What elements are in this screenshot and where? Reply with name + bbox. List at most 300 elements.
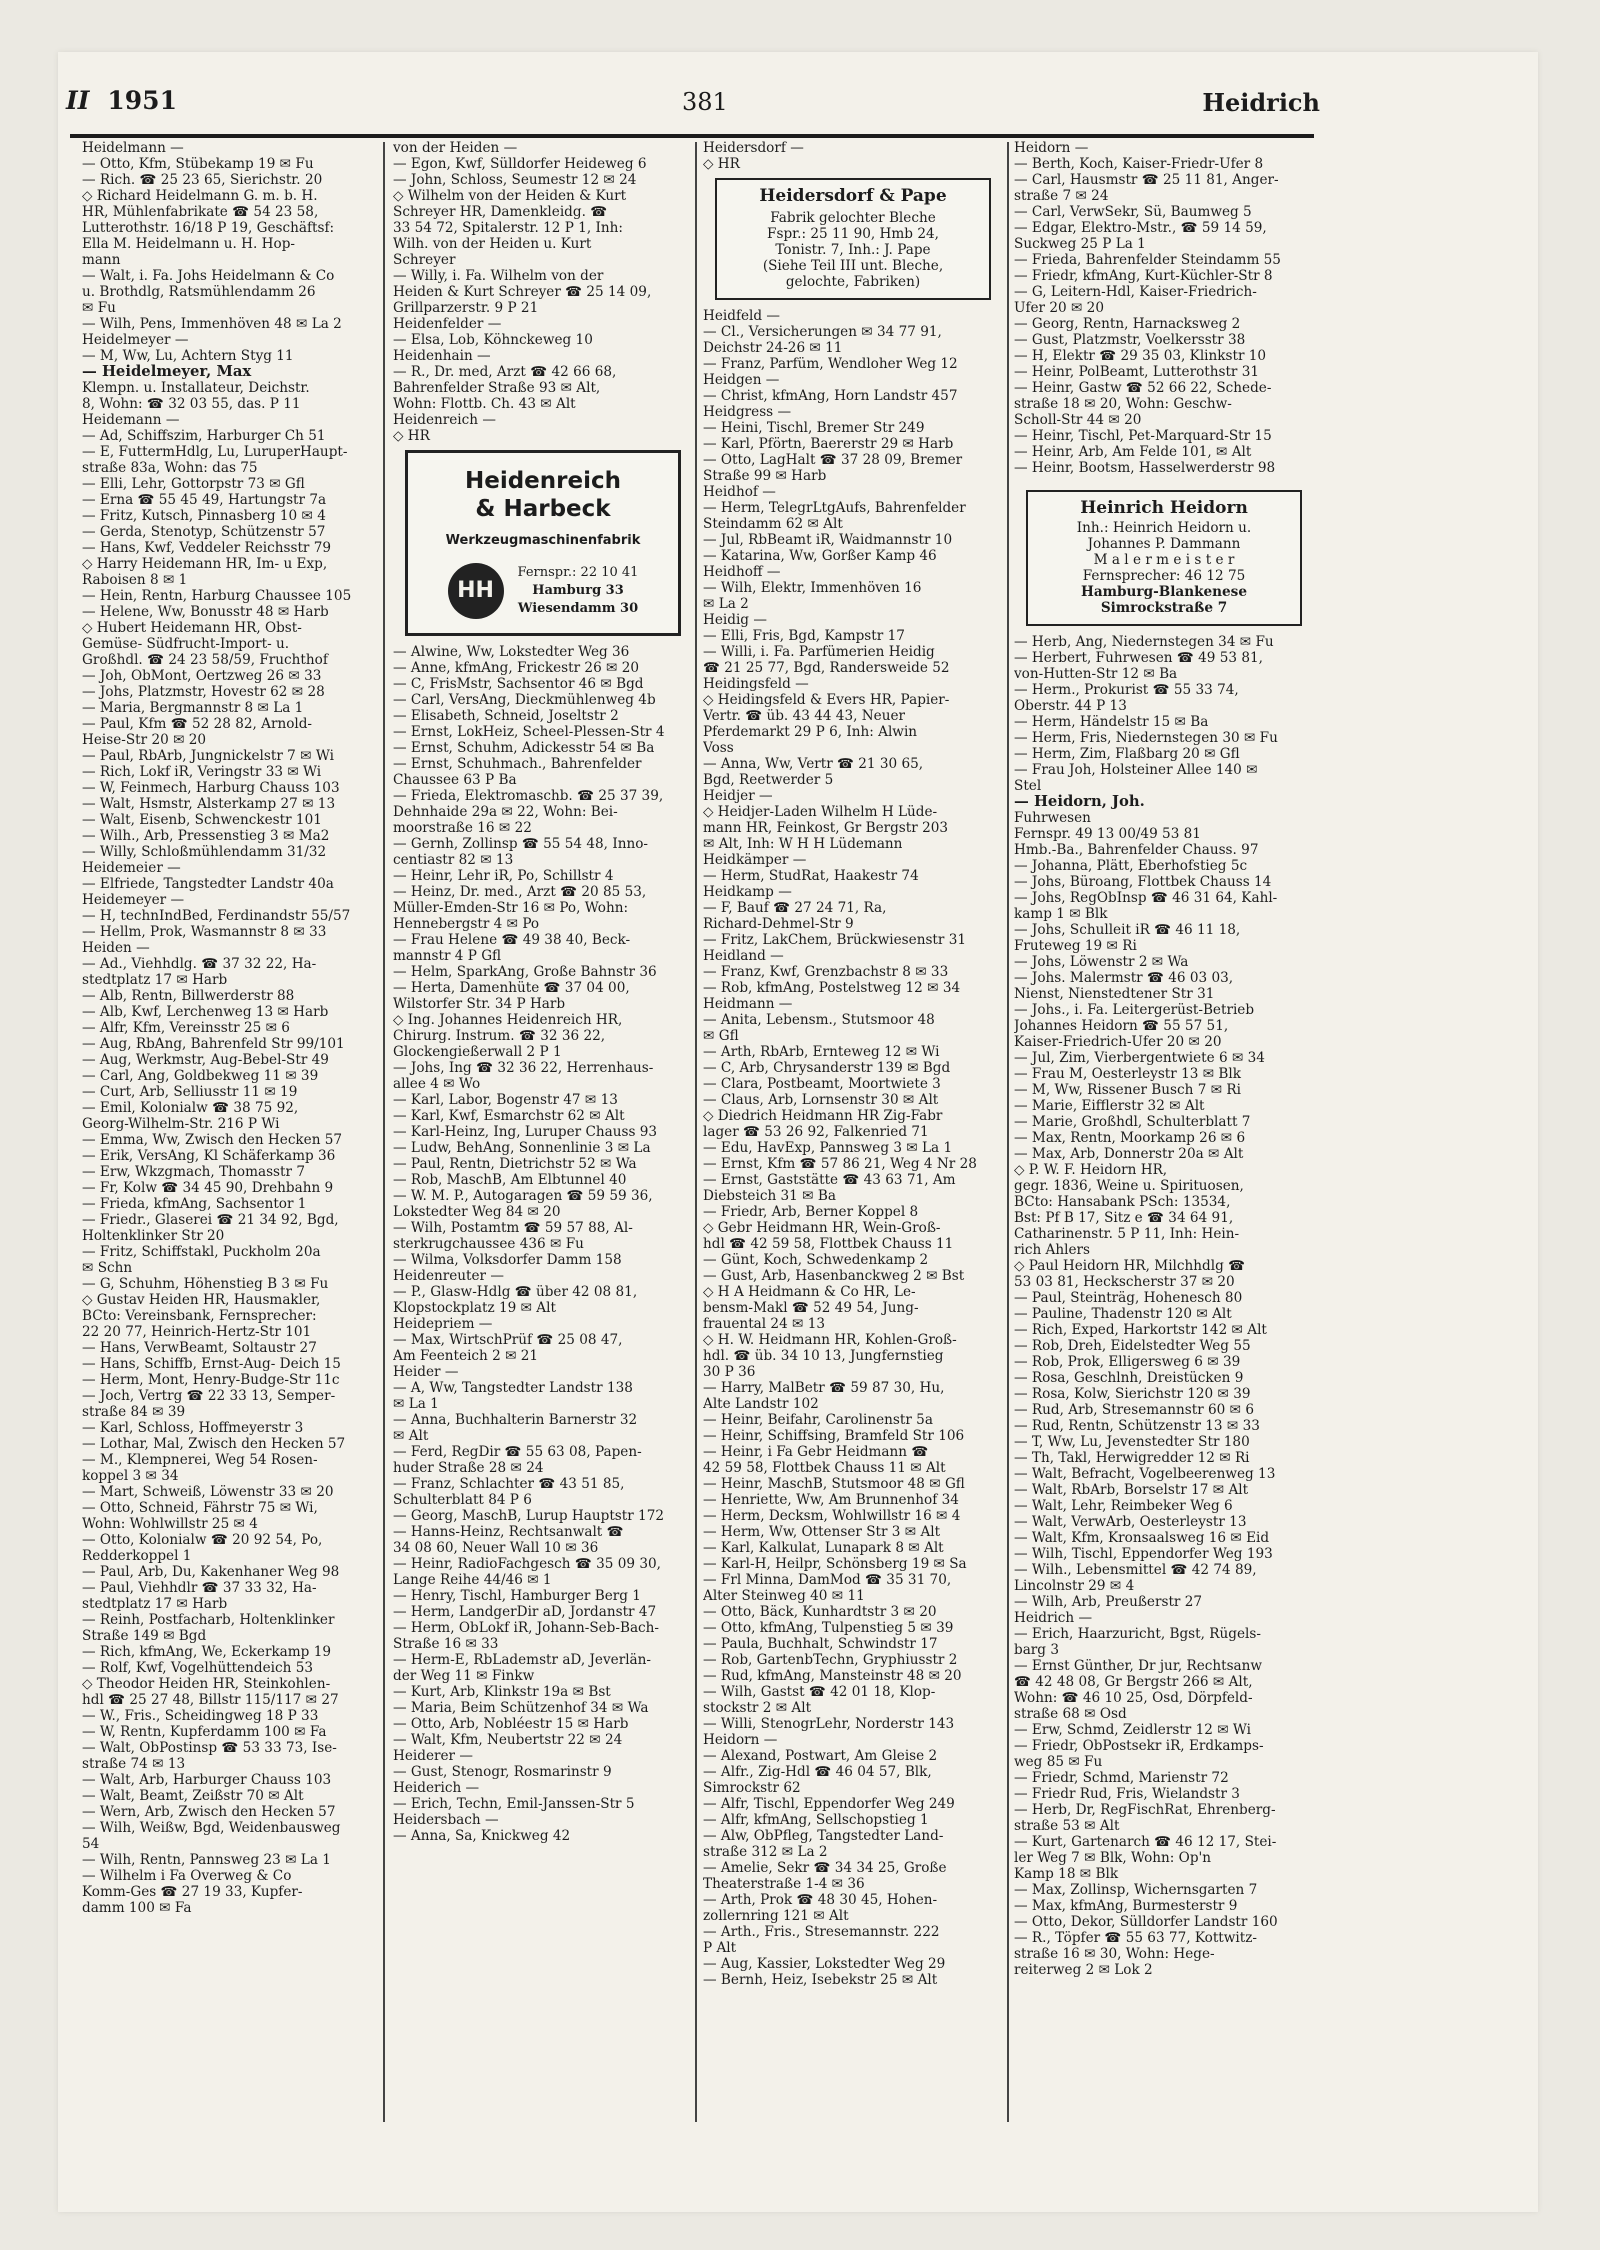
directory-line: gegr. 1836, Weine u. Spirituosen, [1014, 1178, 1244, 1194]
directory-line: — Alb, Rentn, Billwerderstr 88 [82, 988, 295, 1004]
directory-line: — Ernst, LokHeiz, Scheel-Plessen-Str 4 [393, 724, 665, 740]
directory-line: — Ernst, Kfm ☎ 57 86 21, Weg 4 Nr 28 [703, 1156, 977, 1172]
directory-line: — C, Arb, Chrysanderstr 139 ✉ Bgd [703, 1060, 951, 1076]
directory-line: straße 84 ✉ 39 [82, 1404, 186, 1420]
directory-line: 8, Wohn: ☎ 32 03 55, das. P 11 [82, 396, 301, 412]
directory-line: — Friedr, Arb, Berner Koppel 8 [703, 1204, 919, 1220]
directory-line: — Max, Rentn, Moorkamp 26 ✉ 6 [1014, 1130, 1246, 1146]
directory-line: — Fritz, Kutsch, Pinnasberg 10 ✉ 4 [82, 508, 326, 524]
directory-line: ◇ HR [393, 428, 430, 444]
directory-line: — Paul, RbArb, Jungnickelstr 7 ✉ Wi [82, 748, 334, 764]
directory-line: — Cl., Versicherungen ✉ 34 77 91, [703, 324, 942, 340]
directory-line: 54 [82, 1836, 100, 1852]
directory-line: — Katarina, Ww, Gorßer Kamp 46 [703, 548, 937, 564]
directory-line: Bahrenfelder Straße 93 ✉ Alt, [393, 380, 601, 396]
directory-line: — Max, kfmAng, Burmesterstr 9 [1014, 1898, 1238, 1914]
directory-line: — Reinh, Postfacharb, Holtenklinker [82, 1612, 335, 1628]
advert-line: Simrockstraße 7 [1100, 600, 1228, 616]
directory-line: straße 68 ✉ Osd [1014, 1706, 1127, 1722]
directory-line: — Kurt, Gartenarch ☎ 46 12 17, Stei- [1014, 1834, 1277, 1850]
directory-line: — Heinr, PolBeamt, Lutterothstr 31 [1014, 364, 1260, 380]
directory-line: — Heinr, Bootsm, Hasselwerderstr 98 [1014, 460, 1276, 476]
directory-line: ler Weg 7 ✉ Blk, Wohn: Op'n [1014, 1850, 1212, 1866]
directory-line: — Henriette, Ww, Am Brunnenhof 34 [703, 1492, 959, 1508]
directory-line: — Aug, Kassier, Lokstedter Weg 29 [703, 1956, 946, 1972]
directory-line: — Wilh., Lebensmittel ☎ 42 74 89, [1014, 1562, 1257, 1578]
directory-line: Kamp 18 ✉ Blk [1014, 1866, 1119, 1882]
directory-line: Wilstorfer Str. 34 P Harb [393, 996, 566, 1012]
directory-line: bensm-Makl ☎ 52 49 54, Jung- [703, 1300, 919, 1316]
directory-line: — Emil, Kolonialw ☎ 38 75 92, [82, 1100, 299, 1116]
directory-line: Schreyer HR, Damenkleidg. ☎ [393, 204, 608, 220]
directory-line: — Rolf, Kwf, Vogelhüttendeich 53 [82, 1660, 314, 1676]
directory-line: — Joch, Vertrg ☎ 22 33 13, Semper- [82, 1388, 336, 1404]
directory-line: Großhdl. ☎ 24 23 58/59, Fruchthof [82, 652, 328, 668]
directory-line: — Lothar, Mal, Zwisch den Hecken 57 [82, 1436, 346, 1452]
directory-line: — Ernst, Gaststätte ☎ 43 63 71, Am [703, 1172, 956, 1188]
directory-line: — Frieda, kfmAng, Sachsentor 1 [82, 1196, 307, 1212]
directory-line: 53 03 81, Heckscherstr 37 ✉ 20 [1014, 1274, 1235, 1290]
directory-line: — Aug, Werkmstr, Aug-Bebel-Str 49 [82, 1052, 329, 1068]
directory-line: — Marie, Großhdl, Schulterblatt 7 [1014, 1114, 1251, 1130]
directory-line: Heidrich — [1014, 1610, 1093, 1626]
directory-line: — Friedr Rud, Fris, Wielandstr 3 [1014, 1786, 1240, 1802]
directory-line: — E, FuttermHdlg, Lu, LuruperHaupt- [82, 444, 348, 460]
directory-line: ◇ Wilhelm von der Heiden & Kurt [393, 188, 627, 204]
directory-line: — Walt, ObPostinsp ☎ 53 33 73, Ise- [82, 1740, 337, 1756]
directory-line: — Th, Takl, Herwigredder 12 ✉ Ri [1014, 1450, 1250, 1466]
company-logo-icon: HH [448, 563, 504, 619]
directory-line: — Otto, Bäck, Kunhardtstr 3 ✉ 20 [703, 1604, 937, 1620]
directory-line: — Pauline, Thadenstr 120 ✉ Alt [1014, 1306, 1232, 1322]
directory-line: — Alwine, Ww, Lokstedter Weg 36 [393, 644, 630, 660]
directory-line: — Elli, Lehr, Gottorpstr 73 ✉ Gfl [82, 476, 305, 492]
directory-line: — Wilh, Weißw, Bgd, Weidenbausweg [82, 1820, 341, 1836]
advert-line: M a l e r m e i s t e r [1093, 552, 1235, 568]
directory-line: — Herm-E, RbLademstr aD, Jeverlän- [393, 1652, 652, 1668]
directory-line: — Walt, VerwArb, Oesterleystr 13 [1014, 1514, 1247, 1530]
directory-line: — Wern, Arb, Zwisch den Hecken 57 [82, 1804, 336, 1820]
directory-line: — T, Ww, Lu, Jevenstedter Str 180 [1014, 1434, 1250, 1450]
directory-line: — Hellm, Prok, Wasmannstr 8 ✉ 33 [82, 924, 327, 940]
directory-line: Lutterothstr. 16/18 P 19, Geschäftsf: [82, 220, 335, 236]
directory-line: — Walt, RbArb, Borselstr 17 ✉ Alt [1014, 1482, 1249, 1498]
directory-line: Heise-Str 20 ✉ 20 [82, 732, 207, 748]
directory-line: — Ludw, BehAng, Sonnenlinie 3 ✉ La [393, 1140, 651, 1156]
directory-line: — R., Dr. med, Arzt ☎ 42 66 68, [393, 364, 617, 380]
advert-subtitle: Werkzeugmaschinenfabrik [445, 533, 641, 548]
directory-line: hdl ☎ 25 27 48, Billstr 115/117 ✉ 27 [82, 1692, 339, 1708]
directory-line: Heidenreuter — [393, 1268, 504, 1284]
directory-line: — Ernst, Schuhm, Adickesstr 54 ✉ Ba [393, 740, 655, 756]
advert-city: Hamburg 33 [532, 583, 624, 598]
entry-list [82, 140, 372, 1916]
directory-line: — Franz, Schlachter ☎ 43 51 85, [393, 1476, 625, 1492]
directory-line: — Wilma, Volksdorfer Damm 158 [393, 1252, 622, 1268]
directory-line: — Erich, Haarzuricht, Bgst, Rügels- [1014, 1626, 1261, 1642]
directory-line: ◇ HR [703, 156, 740, 172]
directory-line: — Paula, Buchhalt, Schwindstr 17 [703, 1636, 938, 1652]
entry-list [703, 308, 993, 1988]
directory-line: Fuhrwesen [1014, 810, 1091, 826]
directory-line: Richard-Dehmel-Str 9 [703, 916, 854, 932]
directory-line: Komm-Ges ☎ 27 19 33, Kupfer- [82, 1884, 303, 1900]
directory-line: — Herm, ObLokf iR, Johann-Seb-Bach- [393, 1620, 660, 1636]
directory-line: Lange Reihe 44/46 ✉ 1 [393, 1572, 552, 1588]
directory-line: — Kurt, Arb, Klinkstr 19a ✉ Bst [393, 1684, 611, 1700]
directory-line: — Rosa, Geschlnh, Dreistücken 9 [1014, 1370, 1244, 1386]
directory-line: Wohn: Flottb. Ch. 43 ✉ Alt [393, 396, 576, 412]
directory-line: Raboisen 8 ✉ 1 [82, 572, 188, 588]
directory-line: ◇ Richard Heidelmann G. m. b. H. [82, 188, 318, 204]
directory-line: — Wilh, Arb, Preußerstr 27 [1014, 1594, 1203, 1610]
directory-line: kamp 1 ✉ Blk [1014, 906, 1108, 922]
directory-line: — Otto, LagHalt ☎ 37 28 09, Bremer [703, 452, 963, 468]
directory-line: ◇ Gebr Heidmann HR, Wein-Groß- [703, 1220, 941, 1236]
directory-line: Alte Landstr 102 [703, 1396, 819, 1412]
directory-line: 22 20 77, Heinrich-Hertz-Str 101 [82, 1324, 312, 1340]
directory-line: — Rich, Exped, Harkortstr 142 ✉ Alt [1014, 1322, 1267, 1338]
directory-line: — Karl-Heinz, Ing, Luruper Chauss 93 [393, 1124, 658, 1140]
directory-line: — Walt, Arb, Harburger Chauss 103 [82, 1772, 332, 1788]
directory-line: — Heini, Tischl, Bremer Str 249 [703, 420, 925, 436]
directory-line: — Alfr., Zig-Hdl ☎ 46 04 57, Blk, [703, 1764, 932, 1780]
directory-line: — John, Schloss, Seumestr 12 ✉ 24 [393, 172, 637, 188]
directory-line: — Frl Minna, DamMod ☎ 35 31 70, [703, 1572, 952, 1588]
directory-line: Pferdemarkt 29 P 6, Inh: Alwin [703, 724, 918, 740]
directory-line: — Egon, Kwf, Sülldorfer Heideweg 6 [393, 156, 647, 172]
directory-line: ◇ Diedrich Heidmann HR Zig-Fabr [703, 1108, 943, 1124]
directory-line: — Jul, RbBeamt iR, Waidmannstr 10 [703, 532, 953, 548]
entry-list [1014, 140, 1304, 476]
directory-line: Heidersdorf — [703, 140, 804, 156]
directory-line: — W, Feinmech, Harburg Chauss 103 [82, 780, 340, 796]
directory-line: — Wilh., Arb, Pressenstieg 3 ✉ Ma2 [82, 828, 330, 844]
directory-line: Heidenreich — [393, 412, 496, 428]
directory-line: ◇ Ing. Johannes Heidenreich HR, [393, 1012, 623, 1028]
advert-phone: Fernspr.: 22 10 41 [517, 565, 639, 580]
directory-line: — Frieda, Bahrenfelder Steindamm 55 [1014, 252, 1281, 268]
directory-line: Suckweg 25 P La 1 [1014, 236, 1146, 252]
directory-line: 42 59 58, Flottbek Chauss 11 ✉ Alt [703, 1460, 946, 1476]
page-number: 381 [682, 88, 728, 116]
directory-line: — Paul, Arb, Du, Kakenhaner Weg 98 [82, 1564, 340, 1580]
directory-line: Wilh. von der Heiden u. Kurt [393, 236, 592, 252]
directory-line: Am Feenteich 2 ✉ 21 [393, 1348, 539, 1364]
directory-line: reiterweg 2 ✉ Lok 2 [1014, 1962, 1153, 1978]
advert-line: (Siehe Teil III unt. Bleche, [762, 258, 944, 274]
directory-line: Bgd, Reetwerder 5 [703, 772, 834, 788]
advert-heidenreich-harbeck [405, 450, 681, 636]
directory-line: — Wilh, Postamtm ☎ 59 57 88, Al- [393, 1220, 633, 1236]
directory-line: — C, FrisMstr, Sachsentor 46 ✉ Bgd [393, 676, 644, 692]
directory-line: — Rob, MaschB, Am Elbtunnel 40 [393, 1172, 627, 1188]
directory-line: — Jul, Zim, Vierbergentwiete 6 ✉ 34 [1014, 1050, 1265, 1066]
directory-line: — Wilh, Pens, Immenhöven 48 ✉ La 2 [82, 316, 342, 332]
directory-line: — Anne, kfmAng, Frickestr 26 ✉ 20 [393, 660, 640, 676]
directory-line: Heidfeld — [703, 308, 780, 324]
directory-line: hdl. ☎ üb. 34 10 13, Jungfernstieg [703, 1348, 944, 1364]
directory-line: Kaiser-Friedrich-Ufer 20 ✉ 20 [1014, 1034, 1222, 1050]
directory-line: — Max, Arb, Donnerstr 20a ✉ Alt [1014, 1146, 1244, 1162]
year: 1951 [107, 86, 177, 115]
directory-line: ◇ Gustav Heiden HR, Hausmakler, [82, 1292, 321, 1308]
directory-line: Holtenklinker Str 20 [82, 1228, 225, 1244]
directory-line: — Erich, Techn, Emil-Janssen-Str 5 [393, 1796, 635, 1812]
entry-list [393, 140, 683, 444]
directory-line: mann [82, 252, 121, 268]
directory-line: Hmb.-Ba., Bahrenfelder Chauss. 97 [1014, 842, 1259, 858]
directory-line: Heiderer — [393, 1748, 473, 1764]
directory-line: ☎ 42 48 08, Gr Bergstr 266 ✉ Alt, [1014, 1674, 1253, 1690]
directory-line: Diebsteich 31 ✉ Ba [703, 1188, 836, 1204]
directory-line: — Friedr, ObPostsekr iR, Erdkamps- [1014, 1738, 1264, 1754]
directory-line: — Rich, Lokf iR, Veringstr 33 ✉ Wi [82, 764, 322, 780]
directory-line: Chirurg. Instrum. ☎ 32 36 22, [393, 1028, 606, 1044]
directory-line: — Alfr, Kfm, Vereinsstr 25 ✉ 6 [82, 1020, 290, 1036]
advert-title: Heinrich Heidorn [1080, 498, 1248, 518]
directory-line: ✉ Gfl [703, 1028, 739, 1044]
directory-line: Heidmann — [703, 996, 793, 1012]
directory-line: — Günt, Koch, Schwedenkamp 2 [703, 1252, 929, 1268]
directory-line: — W. M. P., Autogaragen ☎ 59 59 36, [393, 1188, 653, 1204]
directory-line: ◇ Heidingsfeld & Evers HR, Papier- [703, 692, 950, 708]
directory-line: ◇ H. W. Heidmann HR, Kohlen-Groß- [703, 1332, 957, 1348]
directory-line: — Herm, Ww, Ottenser Str 3 ✉ Alt [703, 1524, 941, 1540]
directory-line: — Gust, Platzmstr, Voelkersstr 38 [1014, 332, 1246, 348]
directory-line: — Anna, Buchhalterin Barnerstr 32 [393, 1412, 638, 1428]
directory-line: — Herm, Mont, Henry-Budge-Str 11c [82, 1372, 340, 1388]
directory-line: — Anna, Ww, Vertr ☎ 21 30 65, [703, 756, 924, 772]
directory-line: — Harry, MalBetr ☎ 59 87 30, Hu, [703, 1380, 945, 1396]
directory-line: — Herm, LandgerDir aD, Jordanstr 47 [393, 1604, 657, 1620]
directory-line: Heiderich — [393, 1780, 480, 1796]
directory-line: — Johs, Büroang, Flottbek Chauss 14 [1014, 874, 1272, 890]
directory-line: — Hans, VerwBeamt, Soltaustr 27 [82, 1340, 317, 1356]
directory-line: — Johanna, Plätt, Eberhofstieg 5c [1014, 858, 1248, 874]
directory-line: — Marie, Eifflerstr 32 ✉ Alt [1014, 1098, 1205, 1114]
directory-line: — Heinr, i Fa Gebr Heidmann ☎ [703, 1444, 929, 1460]
advert-line: Tonistr. 7, Inh.: J. Pape [775, 242, 931, 258]
directory-line: Alter Steinweg 40 ✉ 11 [703, 1588, 865, 1604]
directory-line: — M, Ww, Rissener Busch 7 ✉ Ri [1014, 1082, 1241, 1098]
directory-line: stockstr 2 ✉ Alt [703, 1700, 812, 1716]
directory-line: — Friedr, Schmd, Marienstr 72 [1014, 1770, 1229, 1786]
directory-line: lager ☎ 53 26 92, Falkenried 71 [703, 1124, 929, 1140]
directory-line: — Rich. ☎ 25 23 65, Sierichstr. 20 [82, 172, 323, 188]
directory-line: Heidkamp — [703, 884, 792, 900]
directory-line: Heidgress — [703, 404, 792, 420]
directory-line: — Hein, Rentn, Harburg Chaussee 105 [82, 588, 352, 604]
directory-line: — G, Schuhm, Höhenstieg B 3 ✉ Fu [82, 1276, 329, 1292]
directory-line: rich Ahlers [1014, 1242, 1090, 1258]
directory-line: — Willi, i. Fa. Parfümerien Heidig [703, 644, 935, 660]
directory-line: — Rob, kfmAng, Postelstweg 12 ✉ 34 [703, 980, 961, 996]
directory-line: Bst: Pf B 17, Sitz e ☎ 34 64 91, [1014, 1210, 1234, 1226]
directory-line: Simrockstr 62 [703, 1780, 801, 1796]
directory-line: — Arth., Fris., Stresemannstr. 222 [703, 1924, 940, 1940]
directory-line: — Walt, Hsmstr, Alsterkamp 27 ✉ 13 [82, 796, 336, 812]
directory-line: — Carl, Hausmstr ☎ 25 11 81, Anger- [1014, 172, 1279, 188]
directory-line: — Arth, RbArb, Ernteweg 12 ✉ Wi [703, 1044, 940, 1060]
directory-line: — Heinr, RadioFachgesch ☎ 35 09 30, [393, 1556, 661, 1572]
directory-line: — Herm, TelegrLtgAufs, Bahrenfelder [703, 500, 966, 516]
directory-line: HR, Mühlenfabrikate ☎ 54 23 58, [82, 204, 319, 220]
page-header [66, 78, 1320, 128]
directory-line: Heidgen — [703, 372, 780, 388]
directory-line: — Fritz, LakChem, Brückwiesenstr 31 [703, 932, 967, 948]
directory-line: — Heidelmeyer, Max [82, 363, 252, 380]
directory-line: ◇ Hubert Heidemann HR, Obst- [82, 620, 302, 636]
directory-line: — Wilh, Tischl, Eppendorfer Weg 193 [1014, 1546, 1273, 1562]
directory-line: Grillparzerstr. 9 P 21 [393, 300, 539, 316]
directory-line: straße 83a, Wohn: das 75 [82, 460, 258, 476]
directory-line: — Paul, Rentn, Dietrichstr 52 ✉ Wa [393, 1156, 637, 1172]
advert-title: Heidersdorf & Pape [759, 186, 947, 206]
directory-line: Steindamm 62 ✉ Alt [703, 516, 843, 532]
directory-line: frauental 24 ✉ 13 [703, 1316, 826, 1332]
directory-line: — Herm, Händelstr 15 ✉ Ba [1014, 714, 1209, 730]
directory-line: ◇ Paul Heidorn HR, Milchhdlg ☎ [1014, 1258, 1246, 1274]
directory-line: stedtplatz 17 ✉ Harb [82, 1596, 228, 1612]
directory-line: — Walt, Befracht, Vogelbeerenweg 13 [1014, 1466, 1276, 1482]
directory-line: stedtplatz 17 ✉ Harb [82, 972, 228, 988]
directory-line: Wohn: Wohlwillstr 25 ✉ 4 [82, 1516, 258, 1532]
advert-line: Fspr.: 25 11 90, Hmb 24, [767, 226, 939, 242]
directory-line: von der Heiden — [393, 140, 518, 156]
directory-line: ◇ H A Heidmann & Co HR, Le- [703, 1284, 916, 1300]
directory-line: — Herm, StudRat, Haakestr 74 [703, 868, 919, 884]
directory-line: Heidland — [703, 948, 784, 964]
directory-line: — Elli, Fris, Bgd, Kampstr 17 [703, 628, 905, 644]
directory-line: Heidersbach — [393, 1812, 499, 1828]
directory-line: — Walt, Kfm, Kronsaalsweg 16 ✉ Eid [1014, 1530, 1270, 1546]
directory-line: — M, Ww, Lu, Achtern Styg 11 [82, 348, 294, 364]
directory-line: ✉ Alt [393, 1428, 429, 1444]
directory-line: Heidelmeyer — [82, 332, 189, 348]
directory-line: — Fr, Kolw ☎ 34 45 90, Drehbahn 9 [82, 1180, 334, 1196]
directory-line: — H, Elektr ☎ 29 35 03, Klinkstr 10 [1014, 348, 1267, 364]
directory-line: — Emma, Ww, Zwisch den Hecken 57 [82, 1132, 343, 1148]
directory-line: — Curt, Arb, Selliusstr 11 ✉ 19 [82, 1084, 298, 1100]
directory-line: — Elfriede, Tangstedter Landstr 40a [82, 876, 334, 892]
directory-line: mannstr 4 P Gfl [393, 948, 502, 964]
directory-line: — Ad, Schiffszim, Harburger Ch 51 [82, 428, 326, 444]
directory-line: Heidemeier — [82, 860, 181, 876]
directory-line: — R., Töpfer ☎ 55 63 77, Kottwitz- [1014, 1930, 1257, 1946]
directory-line: — Gust, Stenogr, Rosmarinstr 9 [393, 1764, 612, 1780]
directory-line: straße 53 ✉ Alt [1014, 1818, 1120, 1834]
directory-line: — Hans, Kwf, Veddeler Reichsstr 79 [82, 540, 332, 556]
directory-line: barg 3 [1014, 1642, 1059, 1658]
directory-line: — Erw, Wkzgmach, Thomasstr 7 [82, 1164, 305, 1180]
directory-line: — Alfr, kfmAng, Sellschopstieg 1 [703, 1812, 929, 1828]
directory-line: — Otto, Schneid, Fährstr 75 ✉ Wi, [82, 1500, 318, 1516]
directory-line: mann HR, Feinkost, Gr Bergstr 203 [703, 820, 949, 836]
advert-heidersdorf-pape [715, 178, 991, 300]
directory-line: — Maria, Beim Schützenhof 34 ✉ Wa [393, 1700, 649, 1716]
directory-line: — Friedr., Glaserei ☎ 21 34 92, Bgd, [82, 1212, 339, 1228]
directory-line: — Helm, SparkAng, Große Bahnstr 36 [393, 964, 657, 980]
directory-line: — Willy, Schloßmühlendamm 31/32 [82, 844, 327, 860]
advert-line: gelochte, Fabriken) [785, 274, 921, 290]
directory-line: koppel 3 ✉ 34 [82, 1468, 179, 1484]
directory-line: straße 74 ✉ 13 [82, 1756, 186, 1772]
directory-line: ✉ Alt, Inh: W H H Lüdemann [703, 836, 903, 852]
directory-line: — Wilh, Elektr, Immenhöven 16 [703, 580, 922, 596]
directory-line: — Ernst Günther, Dr jur, Rechtsanw [1014, 1658, 1263, 1674]
directory-line: — Herb, Dr, RegFischRat, Ehrenberg- [1014, 1802, 1276, 1818]
directory-line: Hennebergstr 4 ✉ Po [393, 916, 540, 932]
directory-line: Nienst, Nienstedtener Str 31 [1014, 986, 1215, 1002]
directory-line: Georg-Wilhelm-Str. 216 P Wi [82, 1116, 280, 1132]
directory-line: — Johs, Ing ☎ 32 36 22, Herrenhaus- [393, 1060, 654, 1076]
directory-line: — Berth, Koch, Kaiser-Friedr-Ufer 8 [1014, 156, 1264, 172]
directory-line: — Herb, Ang, Niedernstegen 34 ✉ Fu [1014, 634, 1274, 650]
directory-line: Schreyer [393, 252, 456, 268]
directory-line: damm 100 ✉ Fa [82, 1900, 192, 1916]
directory-line: ◇ Theodor Heiden HR, Steinkohlen- [82, 1676, 331, 1692]
directory-line: von-Hutten-Str 12 ✉ Ba [1014, 666, 1178, 682]
directory-line: — Erik, VersAng, Kl Schäferkamp 36 [82, 1148, 336, 1164]
directory-line: Ufer 20 ✉ 20 [1014, 300, 1104, 316]
directory-line: Straße 149 ✉ Bgd [82, 1628, 207, 1644]
directory-line: — Friedr, kfmAng, Kurt-Küchler-Str 8 [1014, 268, 1273, 284]
directory-line: — Walt, Beamt, Zeißstr 70 ✉ Alt [82, 1788, 304, 1804]
directory-line: — Wilh, Rentn, Pannsweg 23 ✉ La 1 [82, 1852, 331, 1868]
directory-line: — Johs., i. Fa. Leitergerüst-Betrieb [1014, 1002, 1255, 1018]
directory-line: BCto: Hansabank PSch: 13534, [1014, 1194, 1231, 1210]
directory-line: — Ad., Viehhdlg. ☎ 37 32 22, Ha- [82, 956, 317, 972]
directory-line: — Johs. Malermstr ☎ 46 03 03, [1014, 970, 1234, 986]
directory-line: — Alb, Kwf, Lerchenweg 13 ✉ Harb [82, 1004, 329, 1020]
directory-line: — Alw, ObPfleg, Tangstedter Land- [703, 1828, 944, 1844]
advert-line: Fabrik gelochter Bleche [770, 210, 936, 226]
directory-line: — Alfr, Tischl, Eppendorfer Weg 249 [703, 1796, 955, 1812]
directory-line: — Otto, Kfm, Stübekamp 19 ✉ Fu [82, 156, 314, 172]
directory-line: — Heinr, Tischl, Pet-Marquard-Str 15 [1014, 428, 1272, 444]
directory-line: — G, Leitern-Hdl, Kaiser-Friedrich- [1014, 284, 1257, 300]
directory-line: Heidenhain — [393, 348, 491, 364]
directory-line: u. Brothdlg, Ratsmühlendamm 26 [82, 284, 316, 300]
directory-line: Heiden & Kurt Schreyer ☎ 25 14 09, [393, 284, 652, 300]
directory-line: — Henry, Tischl, Hamburger Berg 1 [393, 1588, 641, 1604]
directory-line: ✉ La 2 [703, 596, 749, 612]
directory-line: Straße 16 ✉ 33 [393, 1636, 499, 1652]
directory-line: straße 312 ✉ La 2 [703, 1844, 828, 1860]
advert-line: Fernsprecher: 46 12 75 [1082, 568, 1246, 584]
directory-line: 30 P 36 [703, 1364, 756, 1380]
directory-column-1 [82, 140, 372, 2130]
directory-line: — Herm, Decksm, Wohlwillstr 16 ✉ 4 [703, 1508, 961, 1524]
directory-line: — Heidorn, Joh. [1014, 793, 1145, 810]
directory-line: Fruteweg 19 ✉ Ri [1014, 938, 1137, 954]
directory-line: allee 4 ✉ Wo [393, 1076, 481, 1092]
directory-line: ◇ Harry Heidemann HR, Im- u Exp, [82, 556, 328, 572]
directory-line: — Hans, Schiffb, Ernst-Aug- Deich 15 [82, 1356, 341, 1372]
directory-line: — Georg, Rentn, Harnacksweg 2 [1014, 316, 1241, 332]
directory-line: — Walt, i. Fa. Johs Heidelmann & Co [82, 268, 335, 284]
directory-line: — Frau Helene ☎ 49 38 40, Beck- [393, 932, 631, 948]
directory-line: — Heinr, Beifahr, Carolinenstr 5a [703, 1412, 933, 1428]
directory-line: — Franz, Parfüm, Wendloher Weg 12 [703, 356, 958, 372]
directory-line: — Karl, Schloss, Hoffmeyerstr 3 [82, 1420, 304, 1436]
directory-line: Vertr. ☎ üb. 43 44 43, Neuer [703, 708, 905, 724]
directory-line: Heidorn — [1014, 140, 1089, 156]
directory-line: — Christ, kfmAng, Horn Landstr 457 [703, 388, 958, 404]
directory-line: Wohn: ☎ 46 10 25, Osd, Dörpfeld- [1014, 1690, 1253, 1706]
directory-line: — Otto, Kolonialw ☎ 20 92 54, Po, [82, 1532, 323, 1548]
